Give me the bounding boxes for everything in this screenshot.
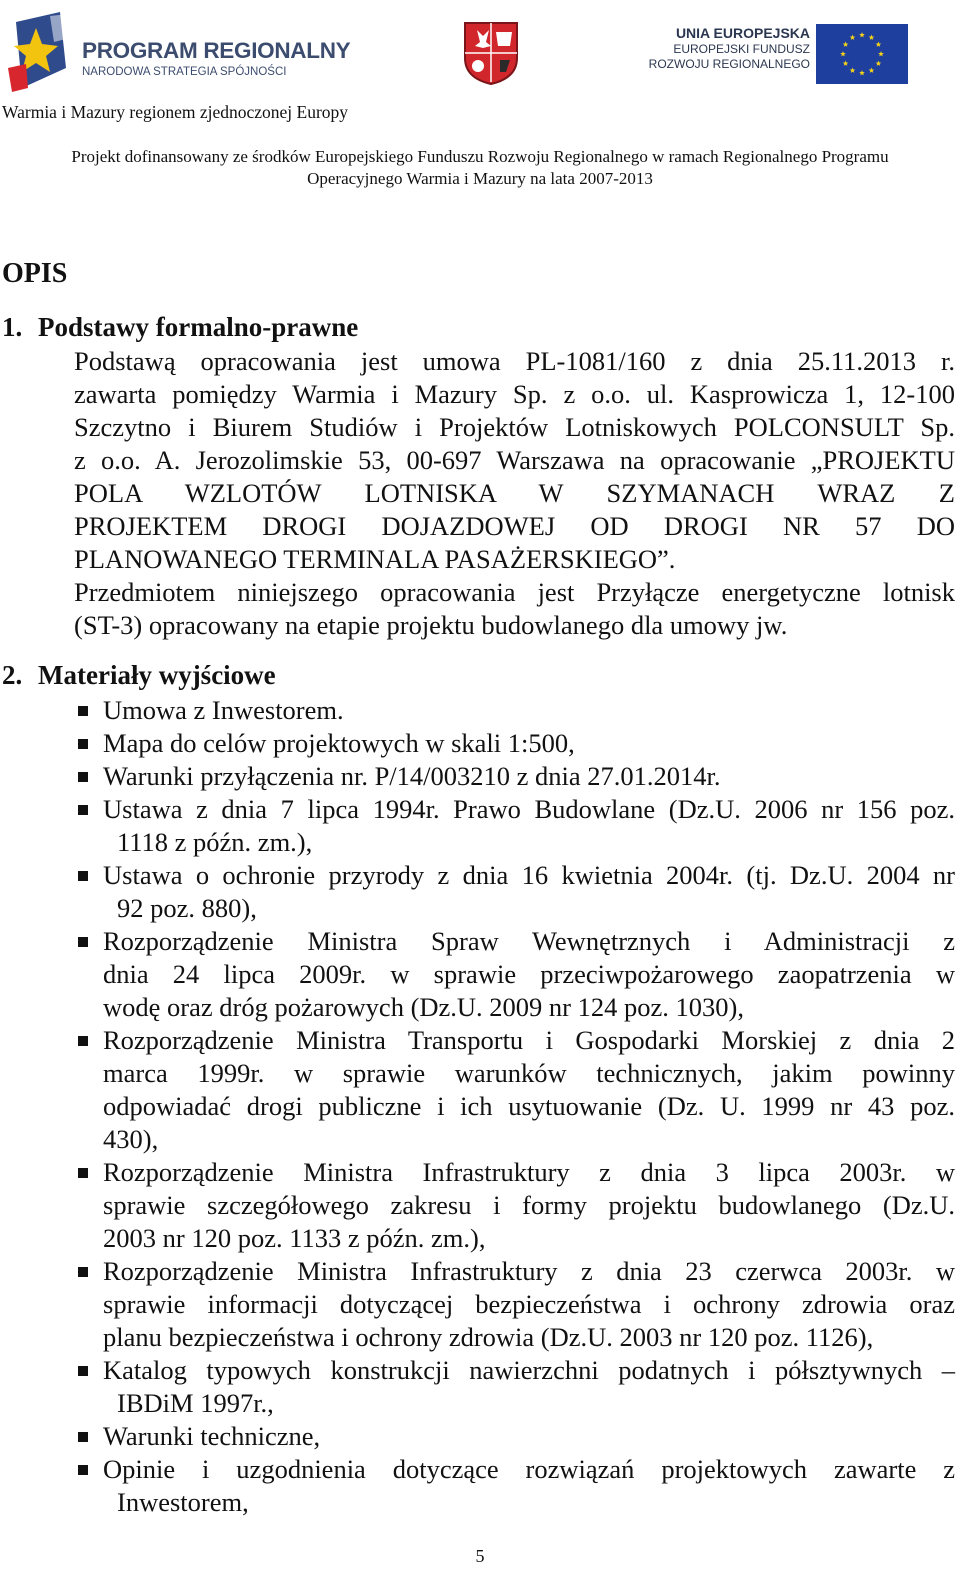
funding-notice [0,146,960,190]
eu-flag-icon [816,24,908,84]
bullet-square-icon [78,805,88,815]
funding-line-1: Projekt dofinansowany ze środków Europejskiego Funduszu Rozwoju Regionalnego w ramach Regionalnego Programu [71,147,889,166]
list-item-line: planu bezpieczeństwa i ochrony zdrowia (Dz.U. 2003 nr 120 poz. 1126), [103,1322,874,1352]
section-2-heading [2,660,276,691]
warmia-mazury-coat-of-arms-icon [462,20,520,86]
list-item [74,1156,955,1255]
bullet-square-icon [78,1036,88,1046]
section-1-line: (ST-3) opracowany na etapie projektu budowlanego dla umowy jw. [74,610,788,640]
eu-line3: ROZWOJU REGIONALNEGO [648,57,810,71]
section-1-line: Szczytno i Biurem Studiów i Projektów Lotniskowych POLCONSULT Sp. [74,412,955,442]
bullet-square-icon [78,739,88,749]
program-subtitle: NARODOWA STRATEGIA SPÓJNOŚCI [82,66,287,78]
list-item-line: IBDiM 1997r., [117,1388,274,1418]
list-item-line: 430), [103,1124,159,1154]
bullet-square-icon [78,937,88,947]
bullet-square-icon [78,1366,88,1376]
bullet-square-icon [78,1465,88,1475]
list-item-line: Rozporządzenie Ministra Infrastruktury z dnia 3 lipca 2003r. w [103,1157,955,1187]
section-1-line: POLA WZLOTÓW LOTNISKA W SZYMANACH WRAZ Z [74,478,955,508]
section-1-line: z o.o. A. Jerozolimskie 53, 00-697 Warszawa na opracowanie „PROJEKTU [74,445,955,475]
materials-list [74,694,955,1519]
list-item-line: Rozporządzenie Ministra Spraw Wewnętrznych i Administracji z [103,926,955,956]
eu-line2: EUROPEJSKI FUNDUSZ [673,41,810,56]
program-regionalny-star-icon [6,8,72,92]
list-item-line: 1118 z późn. zm.), [117,827,313,857]
list-item [74,1354,955,1420]
list-item-line: wodę oraz dróg pożarowych (Dz.U. 2009 nr 124 poz. 1030), [103,992,744,1022]
eu-fund-text [649,26,810,73]
bullet-square-icon [78,1168,88,1178]
bullet-square-icon [78,1267,88,1277]
list-item [74,1420,955,1453]
list-item-line: Rozporządzenie Ministra Transportu i Gospodarki Morskiej z dnia 2 [103,1025,955,1055]
section-1-line: Podstawą opracowania jest umowa PL-1081/160 z dnia 25.11.2013 r. [74,346,955,376]
header-logos [0,0,960,100]
program-regionalny-logo [6,8,351,98]
section-1-number: 1. [2,312,23,342]
list-item-line: 2003 nr 120 poz. 1133 z późn. zm.), [103,1223,486,1253]
section-1-line: zawarta pomiędzy Warmia i Mazury Sp. z o.o. ul. Kasprowicza 1, 12-100 [74,379,955,409]
list-item [74,1024,955,1156]
list-item-line: marca 1999r. w sprawie warunków technicznych, jakim powinny [103,1058,955,1088]
bullet-square-icon [78,871,88,881]
section-1-heading [2,312,358,343]
section-1-body [74,345,955,642]
bullet-square-icon [78,706,88,716]
section-1-line: Przedmiotem niniejszego opracowania jest Przyłącze energetyczne lotnisk [74,577,955,607]
list-item-line: Inwestorem, [117,1487,249,1517]
bullet-square-icon [78,1432,88,1442]
list-item [74,925,955,1024]
eu-fund-logo [640,22,920,86]
list-item-line: sprawie informacji dotyczącej bezpieczeństwa i ochrony zdrowia oraz [103,1289,955,1319]
regional-slogan: Warmia i Mazury regionem zjednoczonej Europy [2,102,349,122]
list-item [74,1453,955,1519]
funding-line-2: Operacyjnego Warmia i Mazury na lata 2007-2013 [307,169,653,188]
list-item-line: Warunki techniczne, [103,1421,321,1451]
list-item-line: 92 poz. 880), [117,893,257,923]
eu-line1: UNIA EUROPEJSKA [675,25,810,41]
list-item-line: dnia 24 lipca 2009r. w sprawie przeciwpożarowego zaopatrzenia w [103,959,955,989]
list-item [74,727,955,760]
bullet-square-icon [78,772,88,782]
list-item-line: odpowiadać drogi publiczne i ich usytuowanie (Dz. U. 1999 nr 43 poz. [103,1091,955,1121]
list-item-line: Katalog typowych konstrukcji nawierzchni podatnych i półsztywnych – [103,1355,955,1385]
list-item-line: Ustawa o ochronie przyrody z dnia 16 kwietnia 2004r. (tj. Dz.U. 2004 nr [103,860,955,890]
section-1-line: PROJEKTEM DROGI DOJAZDOWEJ OD DROGI NR 57 DO [74,511,955,541]
list-item-line: Opinie i uzgodnienia dotyczące rozwiązań projektowych zawarte z [103,1454,955,1484]
list-item-line: Mapa do celów projektowych w skali 1:500, [103,728,575,758]
section-1-line: PLANOWANEGO TERMINALA PASAŻERSKIEGO”. [74,544,676,574]
list-item-line: Warunki przyłączenia nr. P/14/003210 z dnia 27.01.2014r. [103,761,721,791]
section-1-title: Podstawy formalno-prawne [38,312,359,342]
list-item-line: Rozporządzenie Ministra Infrastruktury z dnia 23 czerwca 2003r. w [103,1256,955,1286]
list-item-line: Ustawa z dnia 7 lipca 1994r. Prawo Budowlane (Dz.U. 2006 nr 156 poz. [103,794,955,824]
list-item [74,859,955,925]
section-2-number: 2. [2,660,23,690]
list-item [74,760,955,793]
program-title: PROGRAM REGIONALNY [82,38,351,63]
list-item [74,1255,955,1354]
section-2-title: Materiały wyjściowe [38,660,276,690]
list-item [74,793,955,859]
list-item [74,694,955,727]
page-number: 5 [475,1546,485,1566]
list-item-line: Umowa z Inwestorem. [103,695,344,725]
list-item-line: sprawie szczegółowego zakresu i formy projektu budowlanego (Dz.U. [103,1190,955,1220]
document-title: OPIS [2,258,68,289]
